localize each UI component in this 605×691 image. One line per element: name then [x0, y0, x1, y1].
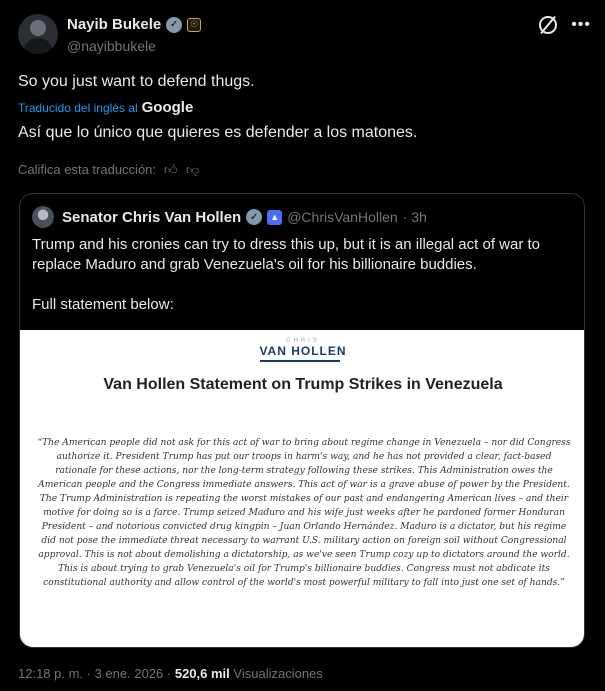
- verified-badge-icon[interactable]: ✓: [166, 17, 182, 33]
- views-count: 520,6 mil: [174, 666, 230, 681]
- van-hollen-logo: VAN HOLLEN: [259, 344, 347, 358]
- grok-icon[interactable]: [539, 16, 557, 34]
- quote-verified-badge-icon: ✓: [246, 209, 262, 225]
- quote-text-2: Full statement below:: [32, 296, 174, 313]
- views-label: Visualizaciones: [233, 666, 323, 681]
- statement-image[interactable]: [20, 330, 585, 648]
- translated-label[interactable]: Traducido del inglés al: [18, 100, 138, 115]
- thumbs-up-icon[interactable]: 👍︎: [164, 161, 178, 177]
- google-logo: Google: [141, 99, 194, 116]
- logo-divider: [260, 360, 340, 362]
- quote-header: [32, 206, 427, 228]
- statement-title: Van Hollen Statement on Trump Strikes in Venezuela: [103, 376, 503, 393]
- quote-author-handle: @ChrisVanHollen: [287, 209, 398, 225]
- tweet-meta: [18, 666, 323, 681]
- logo-top-text: CHRIS: [286, 338, 320, 344]
- tweet-header: [18, 14, 591, 58]
- quote-text: Trump and his cronies can try to dress this up, but it is an illegal act of war to replace Maduro and grab Venezuela's oil for his billionaire buddies.: [32, 236, 541, 273]
- rate-translation: [18, 162, 200, 177]
- quote-author-avatar: [32, 206, 54, 228]
- statement-text: “The American people did not ask for this act of war to bring about regime change in Venezuela – nor did Congress authorize it. President Trump has put our troops in harm's way, and he has not provided a clear, fact-based rationale for these actions, nor the long-term strategy following these strikes. This Administration owes the American people and the Congress immediate answers. This act of war is a grave abuse of power by the President. The Trump Administration is repeating the worst mistakes of our past and endangering American lives – and their motive for doing so is a farce. Trump seized Maduro and his wife just weeks after he pardoned former Honduran President – and notorious convicted drug kingpin – Juan Orlando Hernández. Maduro is a dictator, but his regime did not pose the immediate threat necessary to warrant U.S. military action on foreign soil without Congressional approval. This is not about demolishing a dictatorship, as we've seen Trump cozy up to dictators around the world. This is about trying to grab Venezuela's oil for Trump's billionaire buddies. Congress must not abdicate its constitutional authority and allow control of the world's most powerful military to fall into just one set of hands.”: [37, 438, 571, 588]
- quote-time: · 3h: [402, 209, 427, 225]
- header-actions: [539, 16, 591, 34]
- government-badge-icon: ▲: [267, 210, 282, 225]
- thumbs-down-icon[interactable]: 👎︎: [186, 161, 200, 177]
- quoted-tweet[interactable]: [19, 193, 585, 648]
- author-avatar[interactable]: [18, 14, 58, 54]
- tweet-timestamp[interactable]: 12:18 p. m. · 3 ene. 2026 ·: [18, 666, 172, 681]
- quote-body: [32, 235, 572, 335]
- author-name-row: [67, 16, 201, 33]
- author-handle[interactable]: @nayibbukele: [67, 38, 156, 54]
- more-icon[interactable]: •••: [571, 16, 591, 33]
- gold-affiliation-icon[interactable]: ☉: [187, 18, 201, 32]
- tweet-text: So you just want to defend thugs.: [18, 73, 255, 90]
- translation-text: Así que lo único que quieres es defender a los matones.: [18, 124, 418, 141]
- rate-label: Califica esta traducción:: [18, 162, 157, 177]
- author-name[interactable]: Nayib Bukele: [67, 16, 162, 33]
- translation-attribution: [18, 99, 193, 116]
- quote-author-name: Senator Chris Van Hollen: [62, 208, 242, 226]
